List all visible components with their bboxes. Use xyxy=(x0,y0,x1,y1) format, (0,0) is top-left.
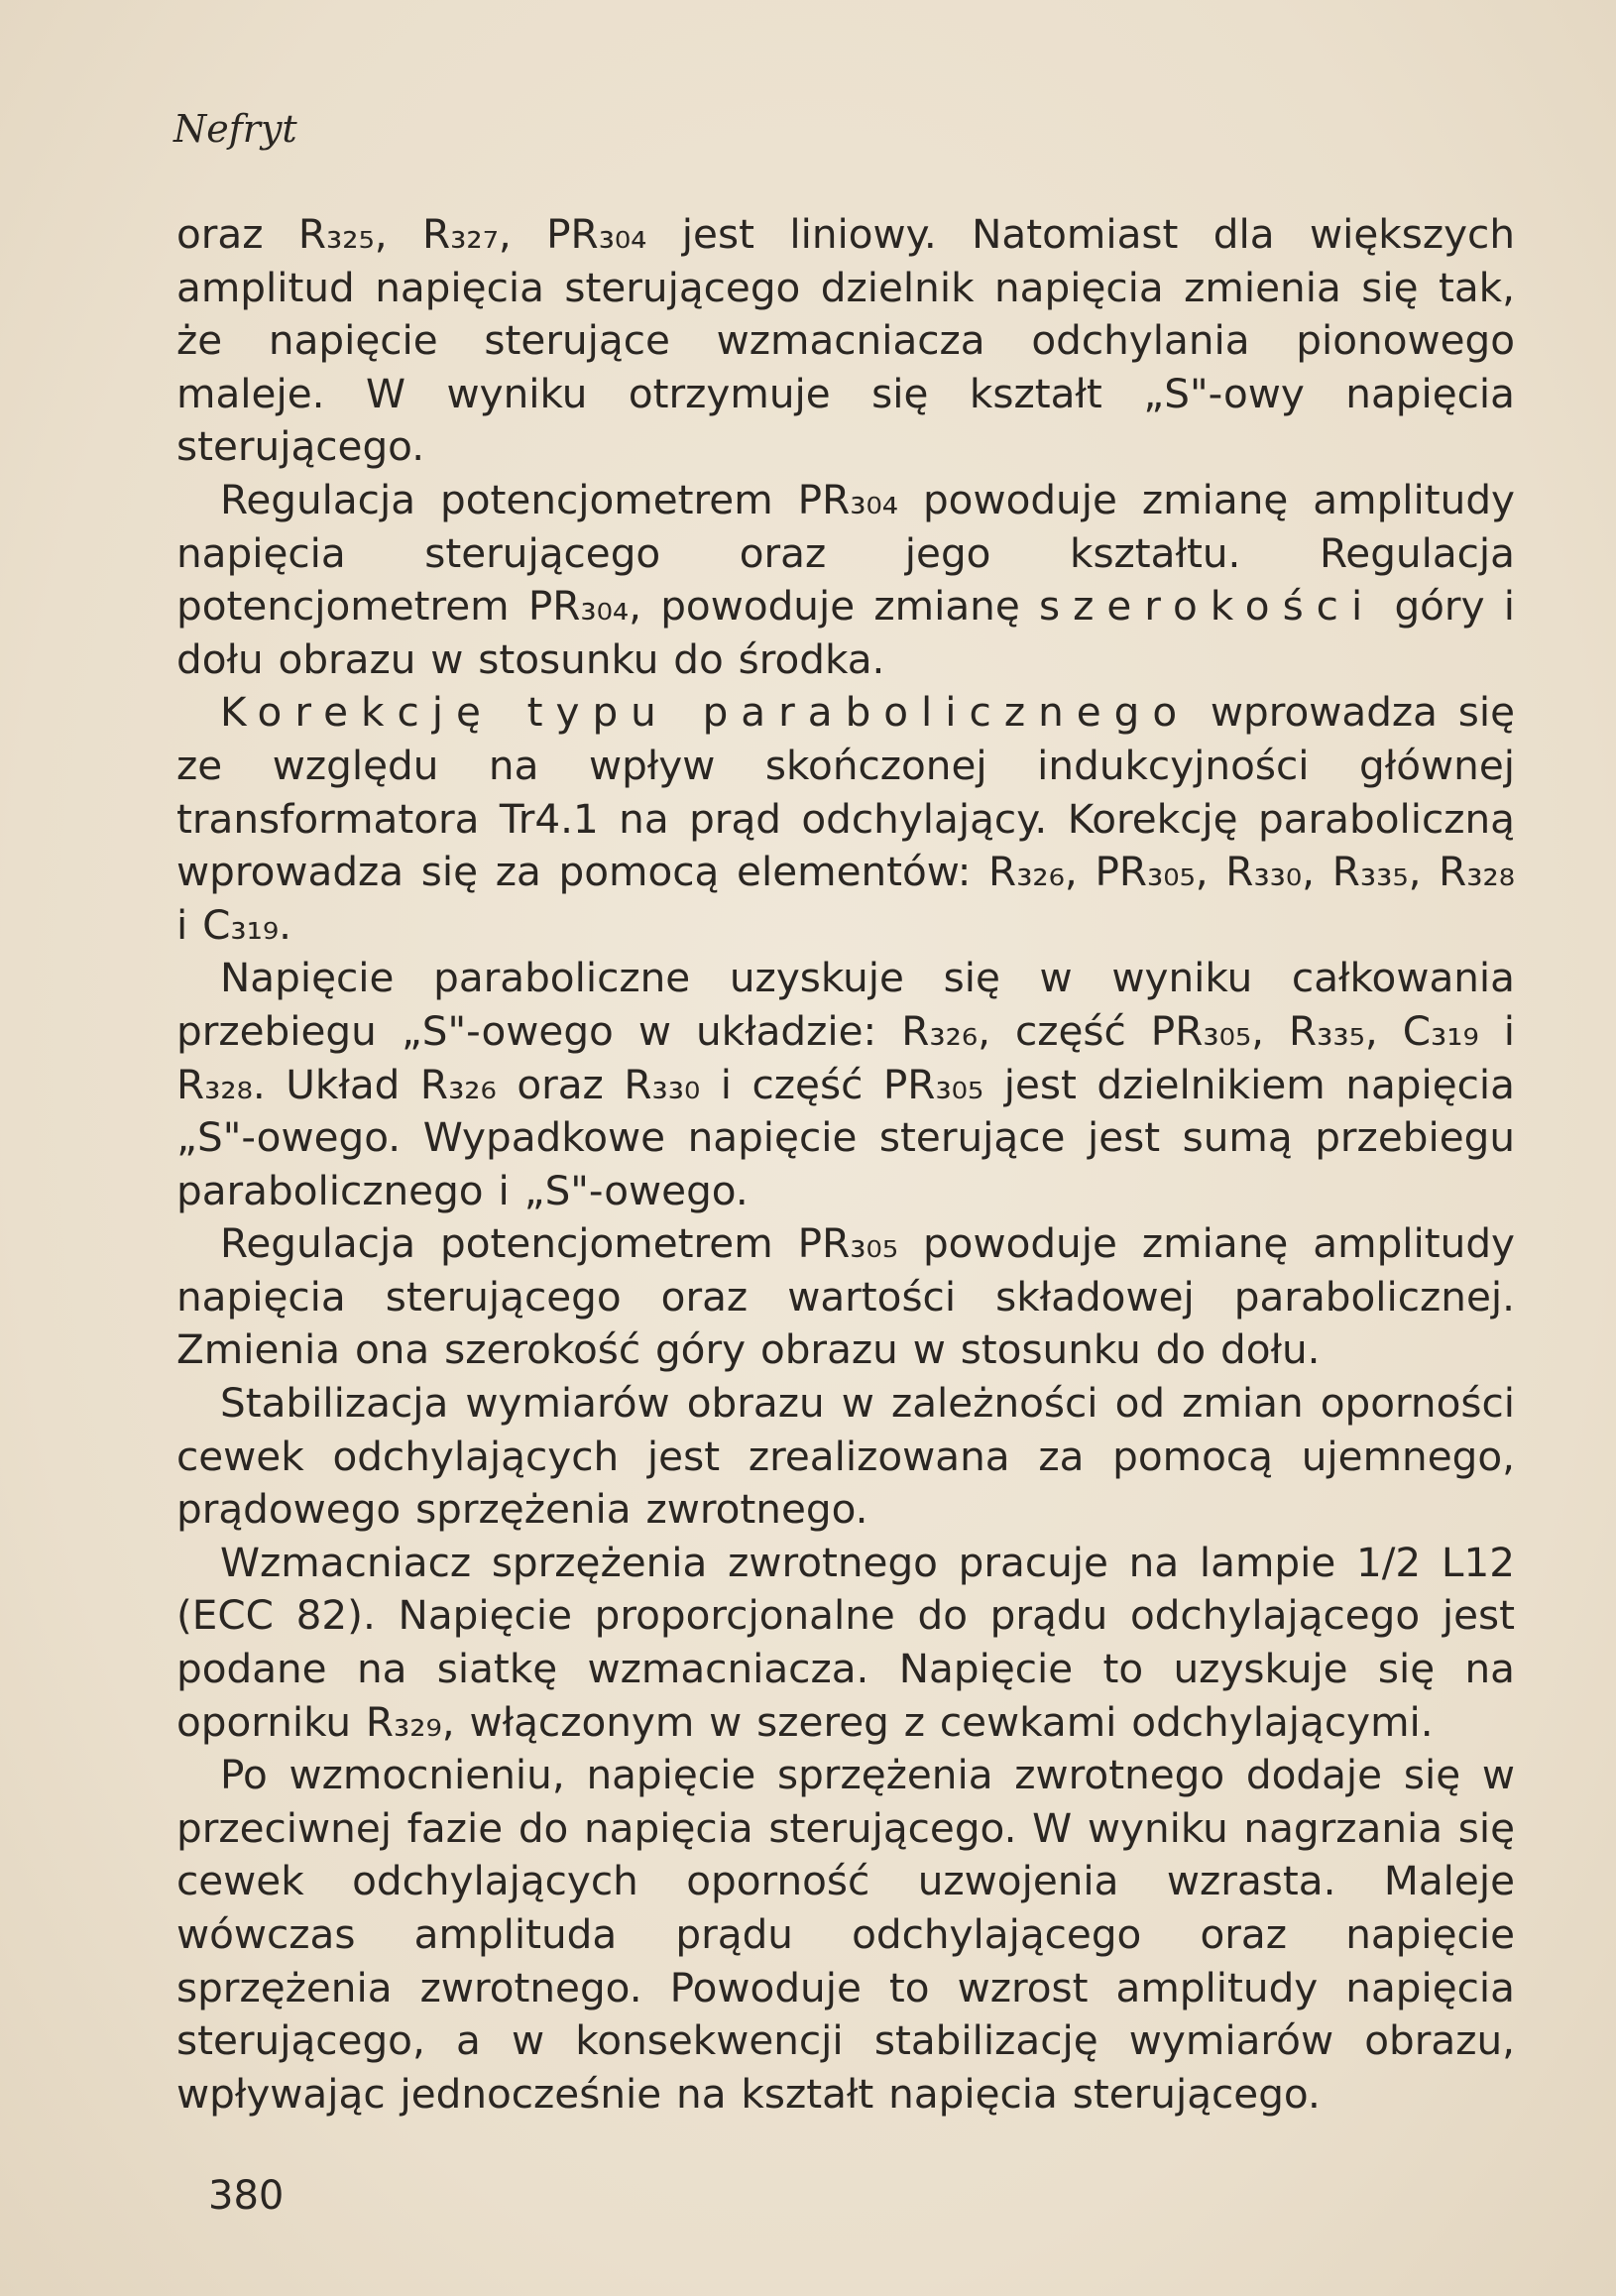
emphasized-text: Korekcję typu parabolicznego xyxy=(220,688,1191,737)
paragraph-text: góry i dołu obrazu w stosunku do środka. xyxy=(176,582,1516,683)
paragraph: Po wzmocnieniu, napięcie sprzężenia zwrotnego dodaje się w przeciwnej fazie do napięcia sterującego. W wyniku nagrzania się cewek odchylających oporność uzwojenia wzrasta. Maleje wówczas amplituda prądu odchylającego oraz napięcie sprzężenia zwrotnego. Powoduje to wzrost amplitudy napięcia sterującego, a w konsekwencji stabilizację wymiarów obrazu, wpływając jednocześnie na kształt napięcia sterującego. xyxy=(176,1751,1515,2118)
paragraph: Stabilizacja wymiarów obrazu w zależności od zmian oporności cewek odchylających jest zrealizowana za pomocą ujemnego, prądowego sprzężenia zwrotnego. xyxy=(176,1379,1515,1534)
paragraph: Regulacja potencjometrem PR₃₀₅ powoduje zmianę amplitudy napięcia sterującego oraz wartości składowej parabolicznej. Zmienia ona szerokość góry obrazu w stosunku do dołu. xyxy=(176,1219,1515,1374)
paragraph xyxy=(176,686,1515,952)
paragraph-text: wprowadza się ze względu na wpływ skończonej indukcyjności głównej transformatora Tr4.1 na prąd odchylający. Korekcję paraboliczną wprowadza się za pomocą elementów: R₃₂₆, PR₃₀₅, R₃₃₀, R₃₃₅, R₃₂₈ i C₃₁₉. xyxy=(176,688,1515,949)
paragraph: Napięcie paraboliczne uzyskuje się w wyniku całkowania przebiegu „S"-owego w układzie: R₃₂₆, część PR₃₀₅, R₃₃₅, C₃₁₉ i R₃₂₈. Układ R₃₂₆ oraz R₃₃₀ i część PR₃₀₅ jest dzielnikiem napięcia „S"-owego. Wypadkowe napięcie sterujące jest sumą przebiegu parabolicznego i „S"-owego. xyxy=(176,954,1515,1214)
body-text xyxy=(176,208,1515,2121)
paragraph: Wzmacniacz sprzężenia zwrotnego pracuje na lampie 1/2 L12 (ECC 82). Napięcie proporcjonalne do prądu odchylającego jest podane na siatkę wzmacniacza. Napięcie to uzyskuje się na oporniku R₃₂₉, włączonym w szereg z cewkami odchylającymi. xyxy=(176,1538,1515,1746)
emphasized-text: szerokości xyxy=(1038,582,1376,631)
running-head: Nefryt xyxy=(173,107,297,151)
paragraph xyxy=(176,474,1515,686)
page-number: 380 xyxy=(208,2173,285,2219)
paragraph-text: Regulacja potencjometrem PR₃₀₄ powoduje zmianę amplitudy napięcia sterującego oraz jego kształtu. Regulacja potencjometrem PR₃₀₄, powoduje zmianę xyxy=(176,475,1515,631)
paragraph: oraz R₃₂₅, R₃₂₇, PR₃₀₄ jest liniowy. Natomiast dla większych amplitud napięcia sterującego dzielnik napięcia zmienia się tak, że napięcie sterujące wzmacniacza odchylania pionowego maleje. W wyniku otrzymuje się kształt „S"-owy napięcia sterującego. xyxy=(176,210,1515,471)
